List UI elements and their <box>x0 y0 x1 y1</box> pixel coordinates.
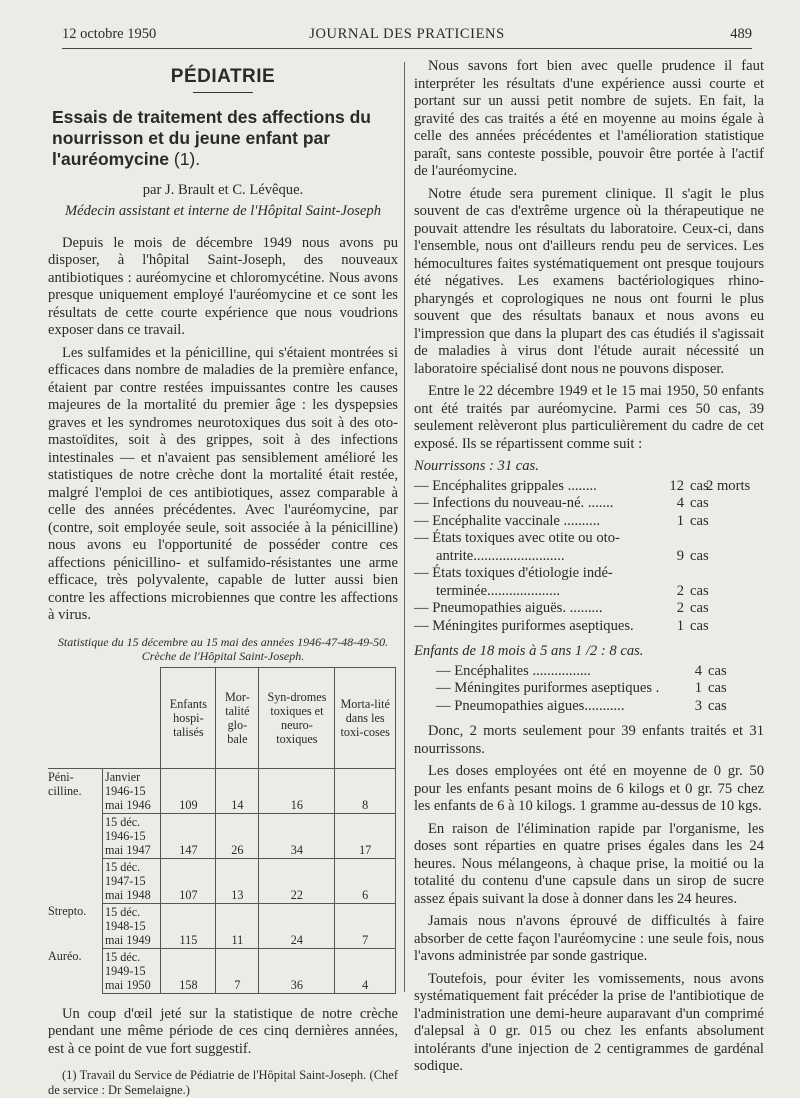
cell-syndromes: 16 <box>259 768 335 813</box>
journal-title: JOURNAL DES PRATICIENS <box>309 26 505 42</box>
row-period: 15 déc. 1949-15 mai 1950 <box>103 948 161 993</box>
column-header: Morta-lité dans les toxi-coses <box>335 667 396 768</box>
table-caption-line: Statistique du 15 décembre au 15 mai des années 1946-47-48-49-50. <box>57 634 389 649</box>
row-label <box>48 813 103 858</box>
row-period: 15 déc. 1946-15 mai 1947 <box>103 813 161 858</box>
item-count: 1 <box>676 617 684 634</box>
title-rule <box>193 92 253 93</box>
item-label: terminée.................... <box>436 582 561 599</box>
authors: par J. Brault et C. Lévêque. <box>142 181 304 198</box>
item-label: — Encéphalites ................ <box>436 662 591 679</box>
enfants-heading: Enfants de 18 mois à 5 ans 1 /2 : 8 cas. <box>414 643 644 659</box>
list-item <box>414 698 764 716</box>
row-label: Strepto. <box>48 903 103 948</box>
list-item <box>414 600 764 618</box>
table-row <box>48 858 396 903</box>
cell-syndromes: 24 <box>259 903 335 948</box>
cell-mortality: 26 <box>216 813 259 858</box>
item-label: — Méningites puriformes aseptiques. <box>414 617 634 634</box>
page-number: 489 <box>730 26 752 42</box>
statistics-table <box>48 667 396 994</box>
list-item <box>414 618 764 636</box>
paragraph: Toutefois, pour éviter les vomissements, nous avons systématiquement fait précéder la prise de l'antibiotique de l'administration une demi-heure auparavant d'un comprimé d'alepsal à 0 gr. 015 ou chez les enfants absolument intolérants d'une injection de 2 centigrammes de gardénal sodique. <box>414 970 764 1074</box>
item-count: 4 <box>676 495 684 511</box>
article-title-text: Essais de traitement des affections du nourrisson et du jeune enfant par l'auréomycine <box>52 106 371 169</box>
page-header <box>62 26 752 49</box>
list-item <box>414 565 764 583</box>
cell-hospitalized: 109 <box>161 768 216 813</box>
right-column <box>414 58 764 1081</box>
item-label: — Méningites puriformes aseptiques . <box>436 680 660 696</box>
cell-mortality: 13 <box>216 858 259 903</box>
table-row <box>48 903 396 948</box>
paragraph: En raison de l'élimination rapide par l'organisme, les doses sont réparties en quatre prises égales dans les 24 heures. Nous mélangeons, à chaque prise, la moitié ou la totalité du contenu d'une capsule dans un sirop de sucre assez épais suivant la dose à donner dans les 24 heures. <box>414 820 764 907</box>
nourrissons-heading: Nourrissons : 31 cas. <box>414 458 539 474</box>
item-label: — Pneumopathies aiguës. ......... <box>414 600 603 616</box>
cell-toxicosis-mortality: 8 <box>335 768 396 813</box>
list-item <box>414 548 764 566</box>
paragraph: Jamais nous n'avons éprouvé de difficultés à faire absorber de cette façon l'auréomycine : une seule fois, nous l'avons administrée par sonde gastrique. <box>414 913 764 964</box>
item-label: antrite......................... <box>436 547 565 564</box>
left-column <box>48 58 398 1098</box>
item-count: 9 <box>676 547 684 564</box>
nourrissons-list <box>414 478 764 636</box>
enfants-list <box>414 663 764 716</box>
table-caption-line: Crèche de l'Hôpital Saint-Joseph. <box>141 648 305 663</box>
item-count: 12 <box>669 477 684 494</box>
item-label: — États toxiques d'étiologie indé- <box>414 565 613 581</box>
paragraph: Entre le 22 décembre 1949 et le 15 mai 1950, 50 enfants ont été traités par auréomycine. Parmi ces 50 cas, 39 seulement relèveront plus particulièrement du cadre de cet exposé. Ils se répartissent comme suit : <box>414 383 764 452</box>
cell-toxicosis-mortality: 7 <box>335 903 396 948</box>
footnote: (1) Travail du Service de Pédiatrie de l'Hôpital Saint-Joseph. (Chef de service : Dr Semelaigne.) <box>48 1068 398 1097</box>
table-caption <box>48 635 398 663</box>
cell-hospitalized: 107 <box>161 858 216 903</box>
item-unit: cas <box>690 512 709 529</box>
item-unit: cas <box>690 547 709 564</box>
paragraph: Les doses employées ont été en moyenne de 0 gr. 50 pour les enfants pesant moins de 6 kilogs et 0 gr. 75 chez les enfants de 6 à 10 kilogs. 1 gramme au-dessus de 10 kgs. <box>414 763 764 814</box>
item-unit: cas <box>690 495 709 511</box>
list-item <box>414 530 764 548</box>
item-count: 3 <box>694 697 702 714</box>
item-unit: cas <box>690 582 709 599</box>
item-unit: cas <box>690 617 709 634</box>
row-label <box>48 858 103 903</box>
list-item <box>414 583 764 601</box>
item-label: — Pneumopathies aigues........... <box>436 697 625 714</box>
column-header: Mor-talité glo-bale <box>216 667 259 768</box>
column-header: Enfants hospi-talisés <box>161 667 216 768</box>
item-extra: 2 morts <box>706 477 751 494</box>
cell-hospitalized: 115 <box>161 903 216 948</box>
affiliation: Médecin assistant et interne de l'Hôpital Saint-Joseph <box>64 203 382 219</box>
item-unit: cas <box>708 697 727 714</box>
row-period: 15 déc. 1947-15 mai 1948 <box>103 858 161 903</box>
list-item <box>414 495 764 513</box>
paragraph: Nous savons fort bien avec quelle prudence il faut interpréter les résultats d'une expérience aussi courte et portant sur un aussi petit nombre de sujets. En fait, la gravité des cas traités a été en moyenne au moins égale à celle des années précédentes et l'amélioration statistique paraît, sans conteste possible, pouvoir être portée à l'actif de l'auréomycine. <box>414 58 764 179</box>
item-label: — Encéphalite vaccinale .......... <box>414 512 600 529</box>
section-title: PÉDIATRIE <box>170 66 276 87</box>
cell-mortality: 14 <box>216 768 259 813</box>
cell-toxicosis-mortality: 4 <box>335 948 396 993</box>
item-label: — États toxiques avec otite ou oto- <box>414 530 620 546</box>
table-corner <box>48 667 161 768</box>
title-footnote-ref: (1). <box>173 148 201 169</box>
item-label: — Infections du nouveau-né. ....... <box>414 495 614 511</box>
list-item <box>414 513 764 531</box>
table-row <box>48 768 396 813</box>
paragraph: Les sulfamides et la pénicilline, qui s'étaient montrées si efficaces dans nombre de maladies de la première enfance, étaient par contre restées impuissantes contre les causes majeures de la mortalité du premier âge : les dyspepsies graves et les syndromes neurotoxiques dus soit à des oto-mastoïdites, soit à des grippes, soit à des infections intestinales — et n'avaient pas sensiblement amélioré les statistiques de notre crèche dont la mortalité était restée, malgré l'emploi de ces antibiotiques, assez comparable à celle des années précédentes. Avec l'auréomycine, par (contre, soit employée seule, soit associée à la pénicilline) nous avons eu l'opportunité de posséder contre ces affections pénicillino- et sulfamido-résistantes une arme efficace, très polyvalente, capable de lutter aussi bien contre les affections microbiennes que contre les affections à virus. <box>48 344 398 623</box>
paragraph: Un coup d'œil jeté sur la statistique de notre crèche pendant une même période de ces cinq dernières années, est à ce point de vue fort suggestif. <box>48 1005 398 1057</box>
article-title <box>52 107 398 170</box>
column-header: Syn-dromes toxiques et neuro-toxiques <box>259 667 335 768</box>
cell-hospitalized: 158 <box>161 948 216 993</box>
cell-syndromes: 36 <box>259 948 335 993</box>
column-divider <box>404 62 405 992</box>
item-unit: cas <box>690 600 709 616</box>
paragraph: Donc, 2 morts seulement pour 39 enfants traités et 31 nourrissons. <box>414 723 764 757</box>
row-period: 15 déc. 1948-15 mai 1949 <box>103 903 161 948</box>
paragraph: Depuis le mois de décembre 1949 nous avons pu disposer, à l'hôpital Saint-Joseph, des nouveaux antibiotiques : auréomycine et chloromycétine. Nous avons presque uniquement employé l'auréomycine et ce sont les résultats de cette courte expérience que nous voudrions exposer dans ce travail. <box>48 234 398 338</box>
item-count: 4 <box>694 662 702 679</box>
item-count: 1 <box>694 680 702 696</box>
cell-hospitalized: 147 <box>161 813 216 858</box>
header-date: 12 octobre 1950 <box>62 26 157 42</box>
item-count: 2 <box>676 582 684 599</box>
list-item <box>414 680 764 698</box>
item-unit: cas <box>708 662 727 679</box>
cell-syndromes: 34 <box>259 813 335 858</box>
row-label: Péni-cilline. <box>48 768 103 813</box>
item-unit: cas <box>690 477 709 494</box>
cell-toxicosis-mortality: 17 <box>335 813 396 858</box>
cell-toxicosis-mortality: 6 <box>335 858 396 903</box>
row-label: Auréo. <box>48 948 103 993</box>
list-item <box>414 478 764 496</box>
table-row <box>48 948 396 993</box>
item-label: — Encéphalites grippales ........ <box>414 477 597 494</box>
cell-mortality: 11 <box>216 903 259 948</box>
row-period: Janvier 1946-15 mai 1946 <box>103 768 161 813</box>
table-row <box>48 813 396 858</box>
paragraph: Notre étude sera purement clinique. Il s'agit le plus souvent de cas d'extrême urgence où la thérapeutique ne pouvait attendre les résultats du laboratoire. Ceux-ci, dans l'ensemble, nous ont d'ailleurs rendu peu de services. Les hémocultures faites systématiquement ont presque toujours été négatives. Les examens bactériologiques rhino-pharyngés et coprologiques ne nous ont fourni le plus souvent que des résultats banaux et nous avons eu l'impression que dans la plupart des cas étudiés il s'agissait de maladies à virus dont l'étude aurait nécessité un laboratoire spécialisé dont nous ne pouvons disposer. <box>414 185 764 377</box>
cell-mortality: 7 <box>216 948 259 993</box>
item-count: 2 <box>676 600 684 616</box>
cell-syndromes: 22 <box>259 858 335 903</box>
list-item <box>414 663 764 681</box>
item-unit: cas <box>708 680 727 696</box>
item-count: 1 <box>676 512 684 529</box>
table-header-row <box>48 667 396 768</box>
